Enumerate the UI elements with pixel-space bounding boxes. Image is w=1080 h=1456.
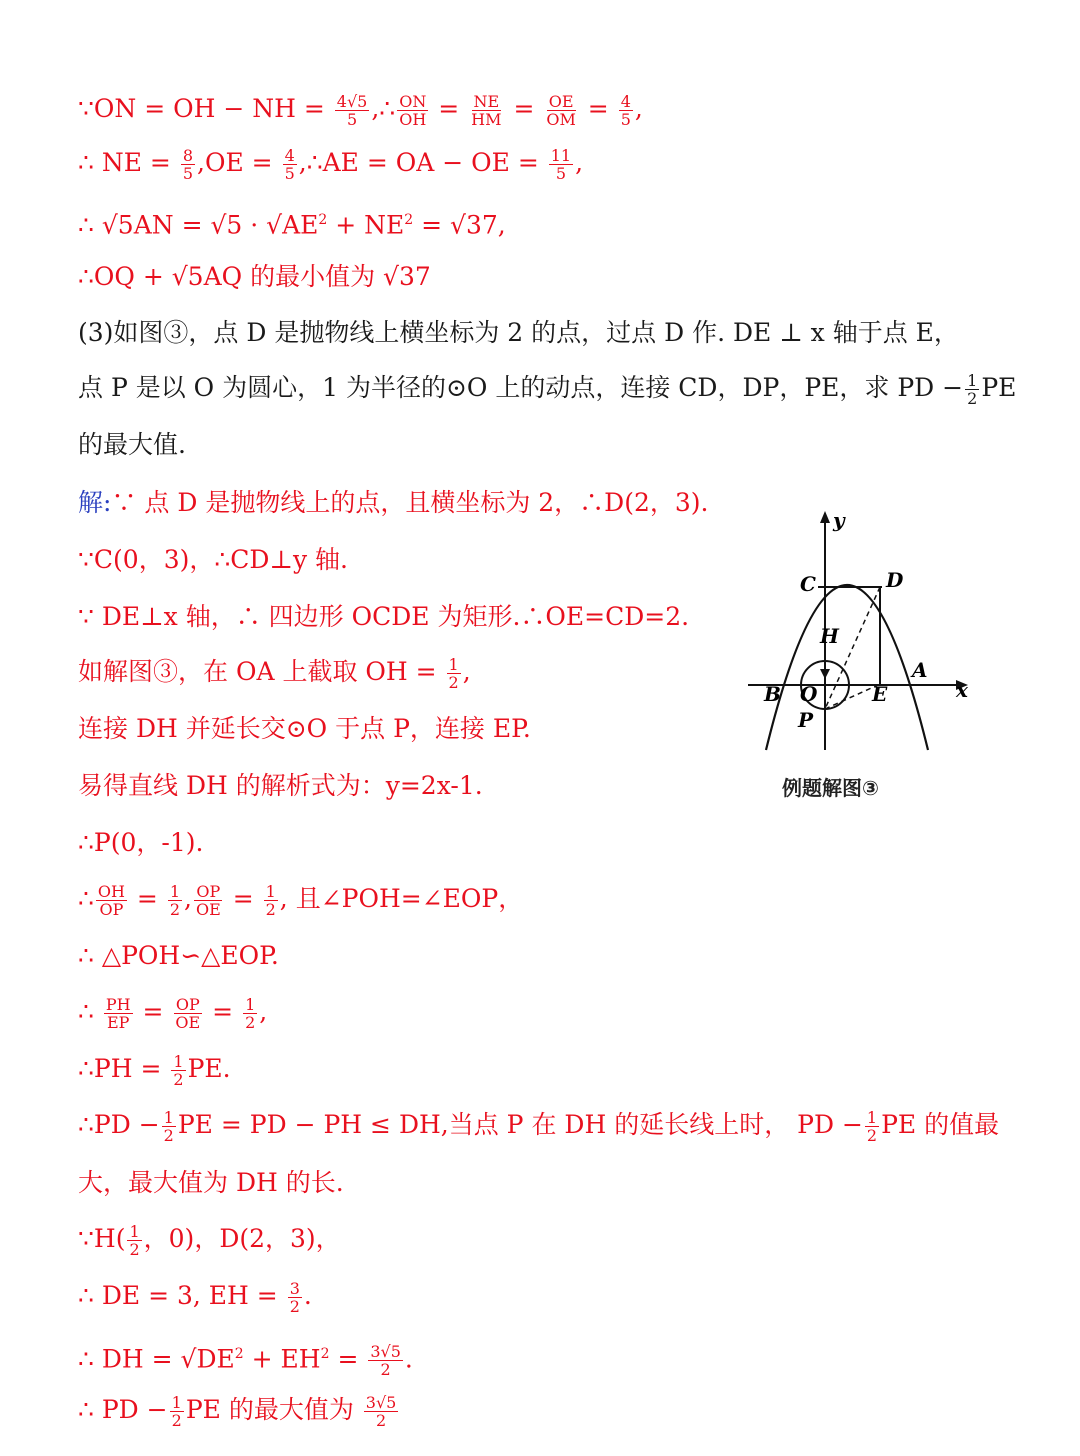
fraction: $\frac{8}{5}$ [182,146,194,183]
line-11: 如解图③，在 OA 上截取 OH = $\frac{1}{2}$ , [78,655,471,692]
fraction: $\frac{1}{2}$ [265,882,276,919]
label-o: O [800,682,818,706]
oh-arrow [820,669,830,679]
label-y: y [833,508,845,532]
line-2: ∴ NE = $\frac{8}{5}$ ,OE = $\frac{4}{5}$ ,∴AE = OA − OE = $\frac{11}{5}$ , [78,146,584,183]
fraction: $\frac{4}{5}$ [620,92,631,129]
parabola-figure [740,505,980,805]
fraction: $\frac{PH}{EP}$ [105,995,131,1032]
fraction: $\frac{3√5}{2}$ [370,1342,401,1380]
label-e: E [872,682,888,706]
fraction: $\frac{1}{2}$ [245,995,256,1032]
line-23: ∴ DH = $√DE^2 + EH^2$ = $\frac{3√5}{2}$ . [78,1342,413,1380]
fraction: $\frac{OH}{OP}$ [97,882,125,919]
fraction: $\frac{3}{2}$ [289,1279,300,1316]
line-7: 的最大值. [78,430,186,459]
label-d: D [886,568,904,592]
line-13: 易得直线 DH 的解析式为：y=2x-1. [78,771,483,800]
fraction: $\frac{11}{5}$ [550,146,572,183]
label-h: H [820,624,839,648]
label-x: x [956,678,968,702]
label-a: A [912,658,928,682]
label-c: C [800,572,816,596]
line-3: ∴ $√5AN = √5 \cdot √AE^2 + NE^2 = √37$, [78,210,506,240]
fraction: $\frac{1}{2}$ [173,1052,184,1089]
line-18: ∴PH = $\frac{1}{2}$ PE. [78,1052,231,1089]
figure-svg [740,505,980,805]
line-9: ∵C(0，3)，∴CD⊥y 轴. [78,545,348,574]
fraction: $\frac{OP}{OE}$ [195,882,221,919]
figure-caption: 例题解图③ [782,776,879,800]
parabola-curve [766,585,928,750]
line-22: ∴ DE = 3, EH = $\frac{3}{2}$ . [78,1279,312,1316]
line-8: 解:∵ 点 D 是抛物线上的点，且横坐标为 2，∴D(2，3). [78,488,709,517]
line-14: ∴P(0，-1). [78,828,204,857]
line-6: 点 P 是以 O 为圆心，1 为半径的⊙O 上的动点，连接 CD，DP，PE，求 PD − $\frac{1}{2}$ PE [78,371,1017,408]
fraction: $\frac{1}{2}$ [866,1108,878,1145]
label-b: B [764,682,781,706]
line-21: ∵H( $\frac{1}{2}$ ，0)，D(2，3)， [78,1222,341,1259]
label-p: P [798,708,814,732]
fraction: $\frac{1}{2}$ [448,655,459,692]
segment-pe [825,685,878,709]
line-15: ∴ $\frac{OH}{OP}$ = $\frac{1}{2}$ , $\frac{OP}{OE}$ = $\frac{1}{2}$ , 且∠POH=∠EOP， [78,882,524,919]
line-17: ∴ $\frac{PH}{EP}$ = $\frac{OP}{OE}$ = $\frac{1}{2}$ , [78,995,268,1032]
line-16: ∴ △POH∽△EOP. [78,941,279,970]
line-1: ∵ON = OH − NH = $\frac{4√5}{5}$ ,∴ $\frac{ON}{OH}$ = $\frac{NE}{HM}$ = $\frac{OE}{OM}$ = $\frac{4}{5}$ , [78,92,643,129]
fraction: $\frac{ON}{OH}$ [399,92,427,129]
line-4: ∴OQ + √5AQ 的最小值为 √37 [78,262,431,291]
line-10: ∵ DE⊥x 轴，∴ 四边形 OCDE 为矩形.∴OE=CD=2. [78,602,690,631]
y-axis-arrow [820,511,830,523]
line-12: 连接 DH 并延长交⊙O 于点 P，连接 EP. [78,714,531,743]
line-5: (3)如图③，点 D 是抛物线上横坐标为 2 的点，过点 D 作. DE ⊥ x 轴于点 E， [78,318,959,347]
fraction: $\frac{OP}{OE}$ [175,995,201,1032]
fraction: $\frac{4√5}{5}$ [336,92,368,129]
fraction: $\frac{1}{2}$ [967,371,978,408]
fraction: $\frac{1}{2}$ [163,1108,174,1145]
fraction: $\frac{1}{2}$ [169,882,181,919]
fraction: $\frac{4}{5}$ [284,146,295,183]
line-19: ∴PD − $\frac{1}{2}$ PE = PD − PH ≤ DH,当点 P 在 DH 的延长线上时， PD − $\frac{1}{2}$ PE 的值最 [78,1108,1000,1145]
fraction: $\frac{1}{2}$ [171,1393,182,1430]
fraction: $\frac{OE}{OM}$ [546,92,576,129]
line-20: 大，最大值为 DH 的长. [78,1168,344,1197]
solution-label: 解: [78,488,112,517]
text: ∵ON = OH − NH = [78,94,333,123]
line-24: ∴ PD − $\frac{1}{2}$ PE 的最大值为 $\frac{3√5}{2}$ [78,1393,397,1430]
fraction: $\frac{1}{2}$ [129,1222,140,1259]
fraction: $\frac{NE}{HM}$ [471,92,502,129]
fraction: $\frac{3√5}{2}$ [365,1393,397,1430]
